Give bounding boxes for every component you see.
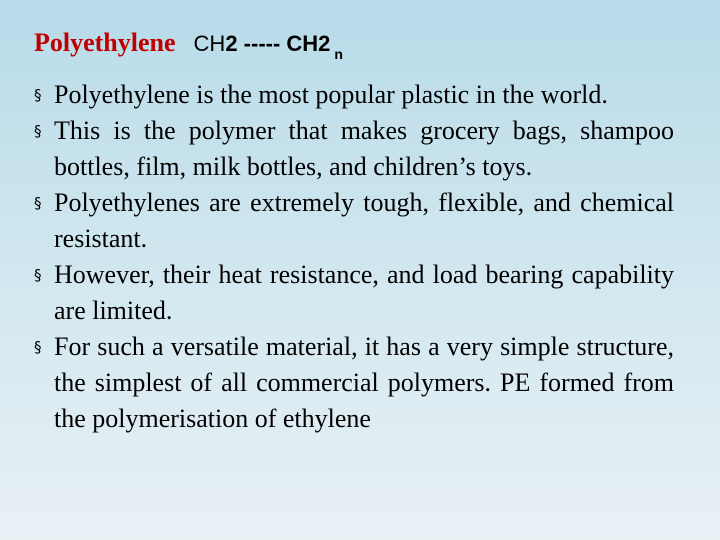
- title-text: Polyethylene: [34, 28, 176, 57]
- bullet-icon: §: [34, 338, 42, 356]
- bullet-text: However, their heat resistance, and load bearing capability are limited.: [54, 260, 674, 325]
- bullet-item: [34, 185, 674, 257]
- bullet-text: For such a versatile material, it has a very simple structure, the simplest of all commercial polymers. PE formed from the polymerisation of ethylene: [54, 332, 674, 433]
- bullet-list: [34, 77, 674, 437]
- formula-ch: CH: [193, 31, 226, 56]
- bullet-text: Polyethylene is the most popular plastic in the world.: [54, 80, 608, 109]
- bullet-item: [34, 329, 674, 437]
- bullet-icon: §: [34, 122, 42, 140]
- formula-chain: 2 ----- CH2: [225, 31, 331, 56]
- formula-subscript: n: [334, 46, 343, 62]
- slide-title: [34, 26, 343, 64]
- bullet-icon: §: [34, 194, 42, 212]
- bullet-text: Polyethylenes are extremely tough, flexible, and chemical resistant.: [54, 188, 674, 253]
- bullet-item: [34, 257, 674, 329]
- bullet-text: This is the polymer that makes grocery bags, shampoo bottles, film, milk bottles, and children’s toys.: [54, 116, 674, 181]
- bullet-icon: §: [34, 266, 42, 284]
- bullet-item: [34, 77, 674, 113]
- chemical-formula: [193, 31, 343, 62]
- bullet-icon: §: [34, 86, 42, 104]
- bullet-item: [34, 113, 674, 185]
